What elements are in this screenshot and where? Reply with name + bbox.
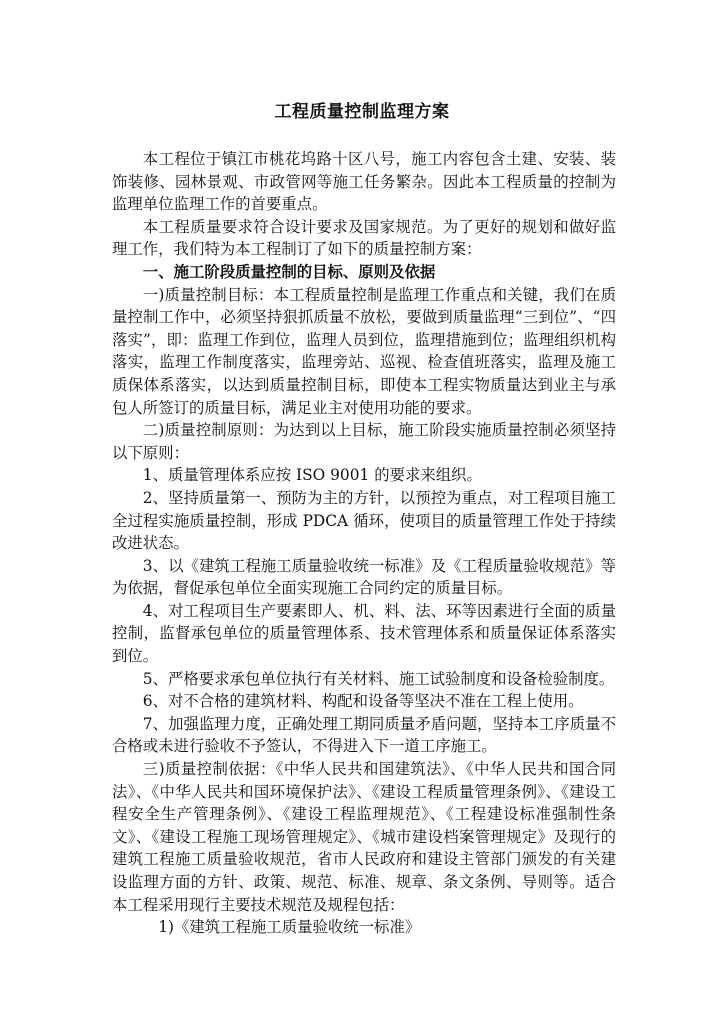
section-heading: 一、施工阶段质量控制的目标、原则及依据 [142,262,436,281]
quality-goal-paragraph: 一)质量控制目标：本工程质量控制是监理工作重点和关键，我们在质量控制工作中，必须坚持狠抓质量不放松，要做到质量监理“三到位”、“四落实”，即：监理工作到位，监理人员到位，监理措施到位；监理组织机构落实，监理工作制度落实，监理旁站、巡视、检查值班落实，监理及施工质保体系落实，以达到质量控制目标，即使本工程实物质量达到业主与承包人所签订的质量目标，满足业主对使用功能的要求。 [112,285,616,417]
standard-list-item: 1)《建筑工程施工质量验收统一标准》 [158,918,421,937]
principle-item: 3、以《建筑工程施工质量验收统一标准》及《工程质量验收规范》等为依据，督促承包单位全面实现施工合同约定的质量目标。 [112,556,616,598]
quality-basis-paragraph: 三)质量控制依据：《中华人民共和国建筑法》、《中华人民共和国合同法》、《中华人民共和国环境保护法》、《建设工程质量管理条例》、《建设工程安全生产管理条例》、《建设工程监理规范》、《工程建设标准强制性条文》、《建设工程施工现场管理规定》、《城市建设档案管理规定》及现行的建筑工程施工质量验收规范，省市人民政府和建设主管部门颁发的有关建设监理方面的方针、政策、规范、标准、规章、条文条例、导则等。适合本工程采用现行主要技术规范及规程包括： [112,760,616,914]
principle-item: 6、对不合格的建筑材料、构配和设备等坚决不准在工程上使用。 [142,692,584,711]
principle-item: 2、坚持质量第一、预防为主的方针，以预控为重点，对工程项目施工全过程实施质量控制，形成 PDCA 循环，使项目的质量管理工作处于持续改进状态。 [112,488,616,553]
principle-item: 1、质量管理体系应按 ISO 9001 的要求来组织。 [142,466,482,485]
quality-principles-paragraph: 二)质量控制原则：为达到以上目标，施工阶段实施质量控制必须坚持以下原则： [112,421,616,462]
intro-paragraph-location: 本工程位于镇江市桃花坞路十区八号，施工内容包含土建、安装、装饰装修、园林景观、市政管网等施工任务繁杂。因此本工程质量的控制为监理单位监理工作的首要重点。 [112,150,616,214]
principle-item: 5、严格要求承包单位执行有关材料、施工试验制度和设备检验制度。 [142,669,615,688]
principle-item: 7、加强监理力度，正确处理工期同质量矛盾问题，坚持本工序质量不合格或未进行验收不予签认，不得进入下一道工序施工。 [112,714,616,756]
document-title: 工程质量控制监理方案 [274,102,450,122]
intro-paragraph-requirements: 本工程质量要求符合设计要求及国家规范。为了更好的规划和做好监理工作，我们特为本工程制订了如下的质量控制方案： [112,217,616,259]
principle-item: 4、对工程项目生产要素即人、机、料、法、环等因素进行全面的质量控制，监督承包单位的质量管理体系、技术管理体系和质量保证体系落实到位。 [112,601,616,666]
document-body [112,148,616,939]
